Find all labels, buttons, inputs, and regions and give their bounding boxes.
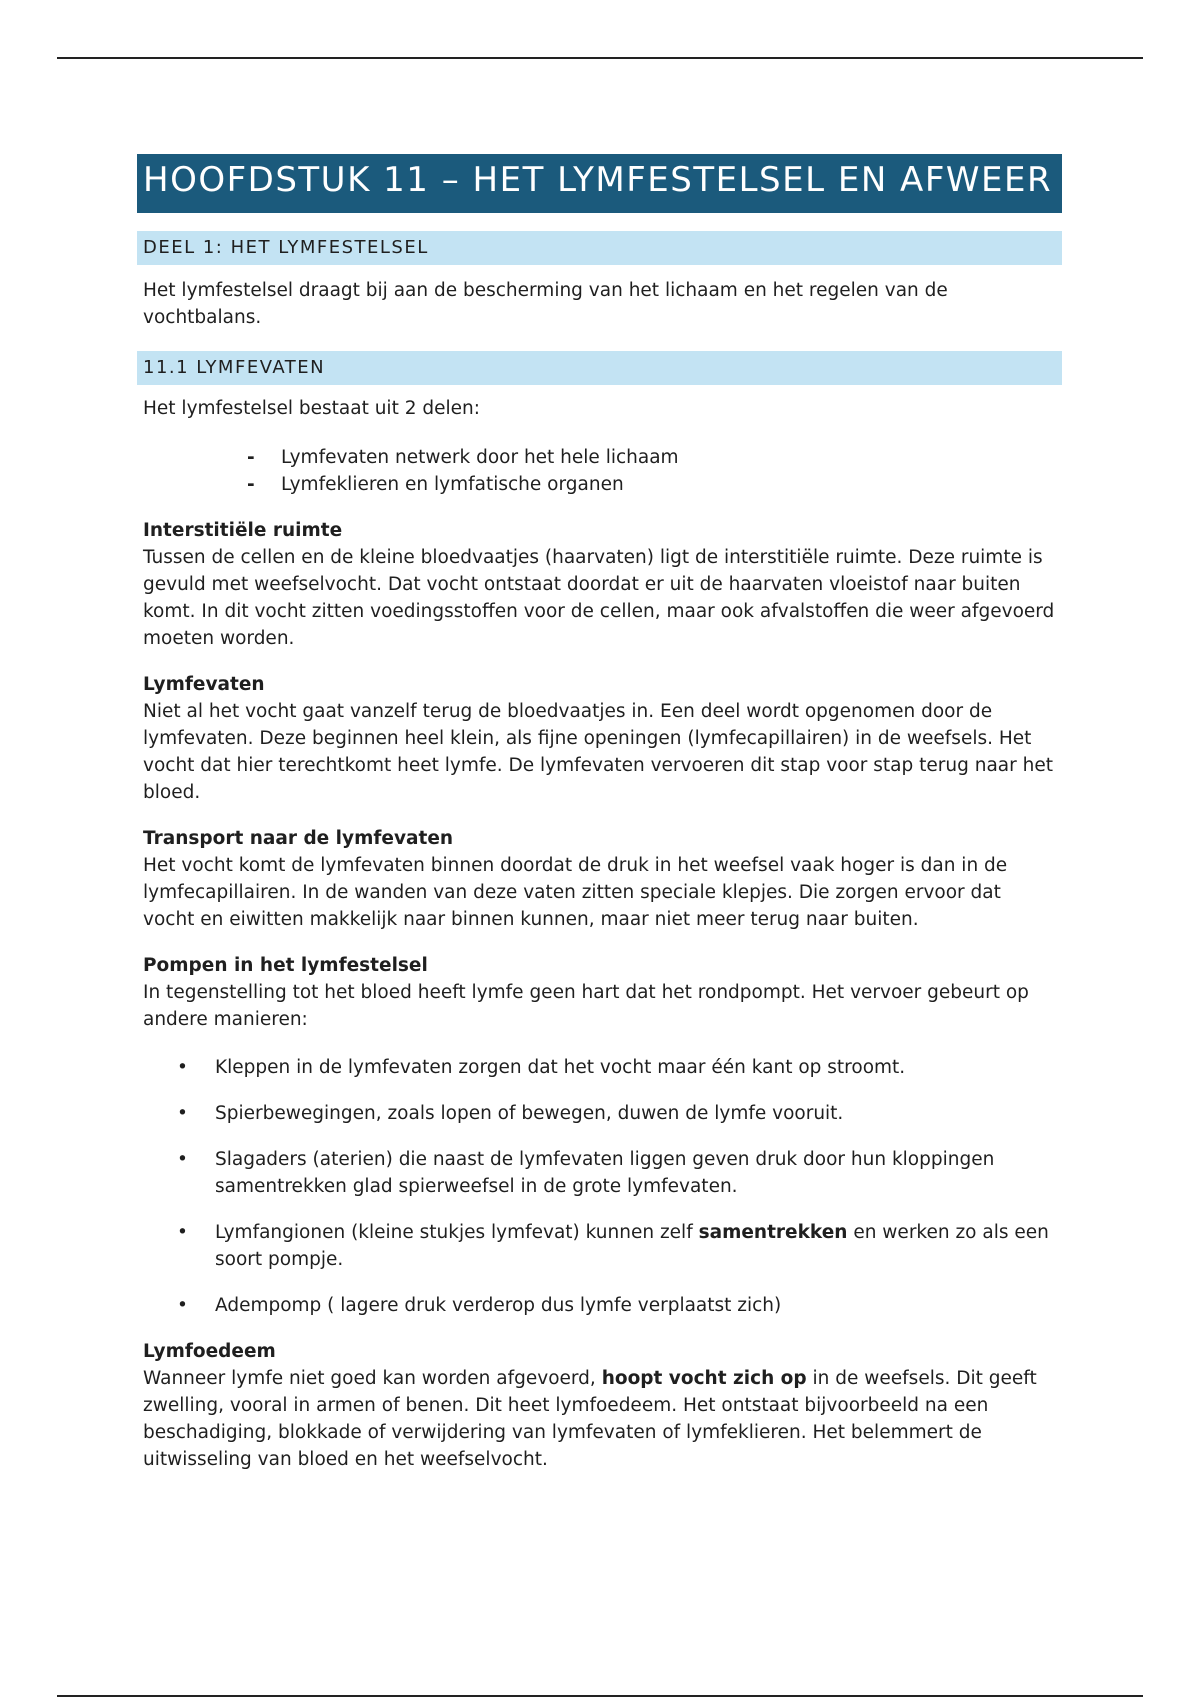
chapter-title: HOOFDSTUK 11 – HET LYMFESTELSEL EN AFWEER <box>137 154 1062 213</box>
list-item <box>177 1219 1062 1273</box>
subsection-text: Tussen de cellen en de kleine bloedvaatjes (haarvaten) ligt de interstitiële ruimte. Deze ruimte is gevuld met weefselvocht. Dat vocht ontstaat doordat er uit de haarvaten vloeistof naar buiten komt. In dit vocht zitten voedingsstoffen voor de cellen, maar ook afvalstoffen die weer afgevoerd moeten worden. <box>143 547 1055 649</box>
subsection-text: In tegenstelling tot het bloed heeft lymfe geen hart dat het rondpompt. Het vervoer gebeurt op andere manieren: <box>143 982 1029 1030</box>
subsection-pompen <box>137 952 1062 1033</box>
subsection-title: Pompen in het lymfestelsel <box>143 955 428 976</box>
list-item: - Lymfeklieren en lymfatische organen <box>247 471 1062 498</box>
section-heading-deel1: DEEL 1: HET LYMFESTELSEL <box>137 231 1062 265</box>
section-heading-lymfevaten: 11.1 LYMFEVATEN <box>137 351 1062 385</box>
parts-list <box>137 444 1062 498</box>
document-body <box>137 154 1062 1473</box>
top-rule <box>57 57 1143 59</box>
subsection-title: Lymfoedeem <box>143 1341 276 1362</box>
pump-mechanisms-list <box>137 1054 1062 1319</box>
subsection-title: Transport naar de lymfevaten <box>143 828 454 849</box>
list-item: • Slagaders (aterien) die naast de lymfevaten liggen geven druk door hun kloppingen samentrekken glad spierweefsel in de grote lymfevaten. <box>177 1146 1062 1200</box>
subsection-interstitieel <box>137 517 1062 652</box>
section-intro-paragraph: Het lymfestelsel draagt bij aan de bescherming van het lichaam en het regelen van de vochtbalans. <box>143 280 948 328</box>
subsection-emphasis: hoopt vocht zich op <box>601 1368 807 1389</box>
list-item: - Lymfevaten netwerk door het hele lichaam <box>247 444 1062 471</box>
subsection-lymfoedeem <box>137 1338 1062 1473</box>
list-item: • Spierbewegingen, zoals lopen of bewegen, duwen de lymfe vooruit. <box>177 1100 1062 1127</box>
parts-intro: Het lymfestelsel bestaat uit 2 delen: <box>143 398 480 419</box>
list-item: • Adempomp ( lagere druk verderop dus lymfe verplaatst zich) <box>177 1292 1062 1319</box>
subsection-transport <box>137 825 1062 933</box>
subsection-text: in de weefsels. Dit geeft zwelling, vooral in armen of benen. Dit heet lymfoedeem. Het ontstaat bijvoorbeeld na een beschadiging, blokkade of verwijdering van lymfevaten of lymfeklieren. Het belemmert de uitwisseling van bloed en het weefselvocht. <box>143 1368 1037 1470</box>
list-item: • Kleppen in de lymfevaten zorgen dat het vocht maar één kant op stroomt. <box>177 1054 1062 1081</box>
list-item-text: Lymfangionen (kleine stukjes lymfevat) kunnen zelf <box>215 1222 699 1243</box>
list-item-emphasis: samentrekken <box>698 1222 848 1243</box>
subsection-text: Wanneer lymfe niet goed kan worden afgevoerd, <box>143 1368 602 1389</box>
bottom-rule <box>57 1695 1143 1697</box>
list-item-text: en werken zo als een soort pompje. <box>215 1222 1049 1270</box>
subsection-text: Niet al het vocht gaat vanzelf terug de bloedvaatjes in. Een deel wordt opgenomen door de lymfevaten. Deze beginnen heel klein, als fijne openingen (lymfecapillairen) in de weefsels. Het vocht dat hier terechtkomt heet lymfe. De lymfevaten vervoeren dit stap voor stap terug naar het bloed. <box>143 701 1053 803</box>
subsection-text: Het vocht komt de lymfevaten binnen doordat de druk in het weefsel vaak hoger is dan in de lymfecapillairen. In de wanden van deze vaten zitten speciale klepjes. Die zorgen ervoor dat vocht en eiwitten makkelijk naar binnen kunnen, maar niet meer terug naar buiten. <box>143 855 1008 930</box>
subsection-title: Lymfevaten <box>143 674 265 695</box>
subsection-lymfevaten <box>137 671 1062 806</box>
subsection-title: Interstitiële ruimte <box>143 520 343 541</box>
